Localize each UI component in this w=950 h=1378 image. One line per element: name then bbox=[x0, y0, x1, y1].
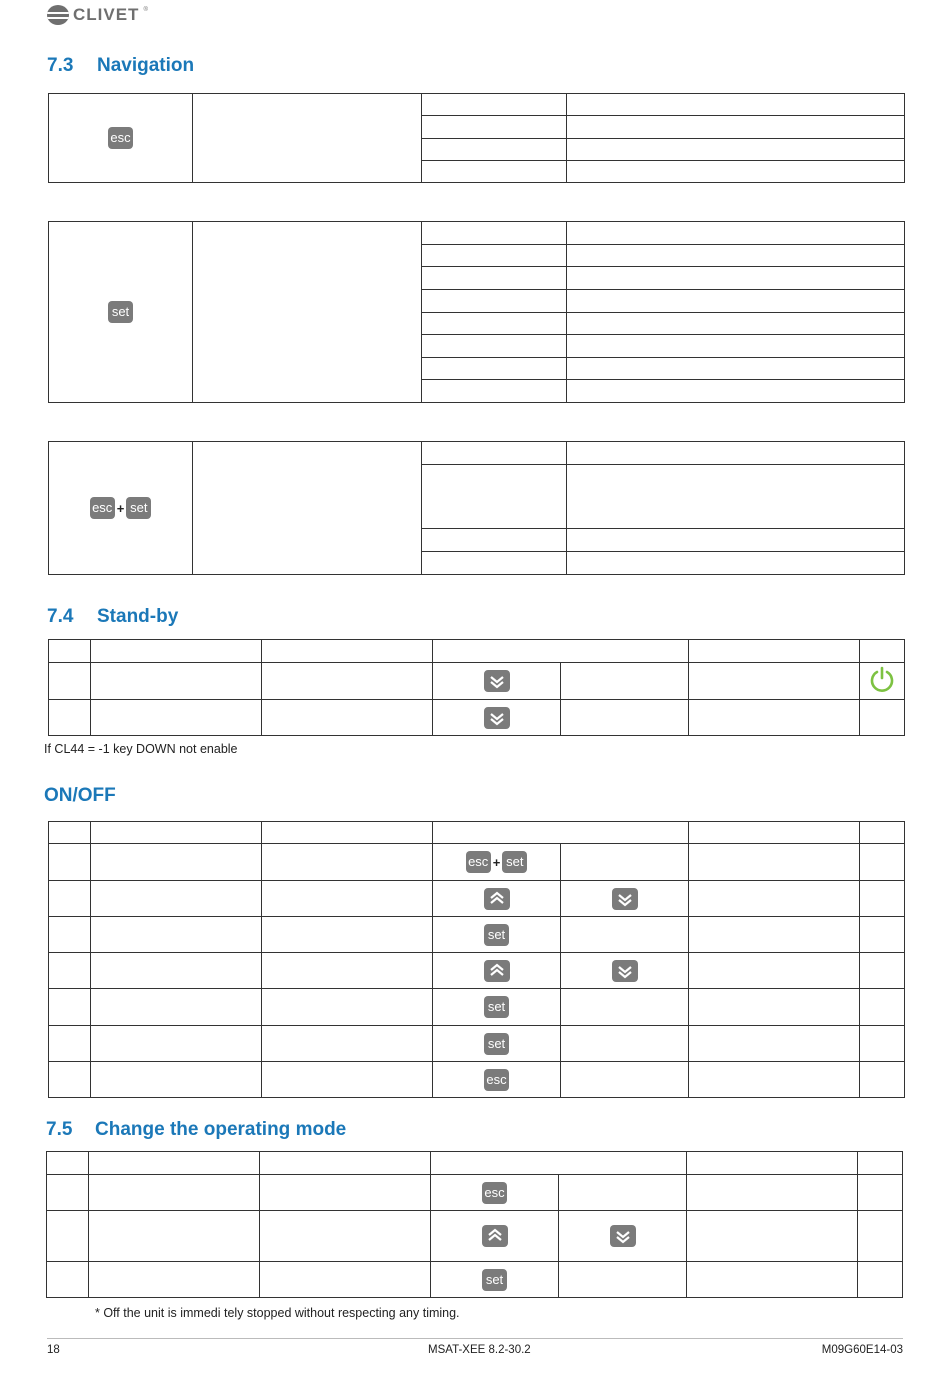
down-key-icon bbox=[610, 1225, 636, 1247]
navigation-set-table bbox=[48, 221, 905, 403]
esc-key-icon: esc bbox=[482, 1182, 507, 1204]
section-heading-onoff: ON/OFF bbox=[44, 785, 116, 806]
up-key-icon bbox=[484, 888, 510, 910]
esc-key-icon: esc bbox=[484, 1069, 509, 1091]
logo-trademark: ® bbox=[143, 7, 148, 13]
set-key-icon: set bbox=[502, 851, 527, 873]
section-heading-navigation: 7.3 Navigation bbox=[47, 55, 195, 76]
footer-document-code: M09G60E14-03 bbox=[821, 1344, 903, 1356]
standby-table bbox=[48, 639, 905, 736]
esc-set-key-cell bbox=[49, 442, 193, 575]
esc-key-icon: esc bbox=[466, 851, 491, 873]
standby-note: If CL44 = -1 key DOWN not enable bbox=[44, 742, 238, 756]
clivet-logo-mark bbox=[47, 5, 69, 25]
esc-key-icon: esc bbox=[90, 497, 115, 519]
set-key-icon: set bbox=[108, 301, 133, 323]
navigation-esc-table bbox=[48, 93, 905, 183]
set-key-cell bbox=[49, 222, 193, 403]
down-key-icon bbox=[484, 707, 510, 729]
up-key-icon bbox=[482, 1225, 508, 1247]
down-key-icon bbox=[612, 960, 638, 982]
logo-text: CLIVET bbox=[73, 5, 140, 24]
clivet-logo bbox=[47, 4, 148, 26]
set-key-icon: set bbox=[484, 924, 509, 946]
esc-key-icon: esc bbox=[108, 127, 133, 149]
power-icon bbox=[868, 665, 896, 693]
set-key-icon: set bbox=[484, 1033, 509, 1055]
set-key-icon: set bbox=[482, 1269, 507, 1291]
set-key-icon: set bbox=[484, 996, 509, 1018]
footer-divider bbox=[47, 1338, 903, 1339]
footer-model: MSAT-XEE 8.2-30.2 bbox=[428, 1344, 531, 1356]
change-mode-table bbox=[46, 1151, 903, 1298]
plus-sign: + bbox=[116, 500, 125, 516]
change-mode-note: * Off the unit is immedi tely stopped without respecting any timing. bbox=[95, 1306, 460, 1320]
onoff-table bbox=[48, 821, 905, 1098]
set-key-icon: set bbox=[126, 497, 151, 519]
up-key-icon bbox=[484, 960, 510, 982]
footer-page-number: 18 bbox=[47, 1344, 60, 1356]
down-key-icon bbox=[484, 670, 510, 692]
section-heading-change-mode: 7.5 Change the operating mode bbox=[46, 1119, 347, 1140]
down-key-icon bbox=[612, 888, 638, 910]
navigation-esc-set-table bbox=[48, 441, 905, 575]
esc-key-cell bbox=[49, 94, 193, 183]
section-heading-standby: 7.4 Stand-by bbox=[47, 606, 179, 627]
plus-sign: + bbox=[492, 854, 501, 870]
